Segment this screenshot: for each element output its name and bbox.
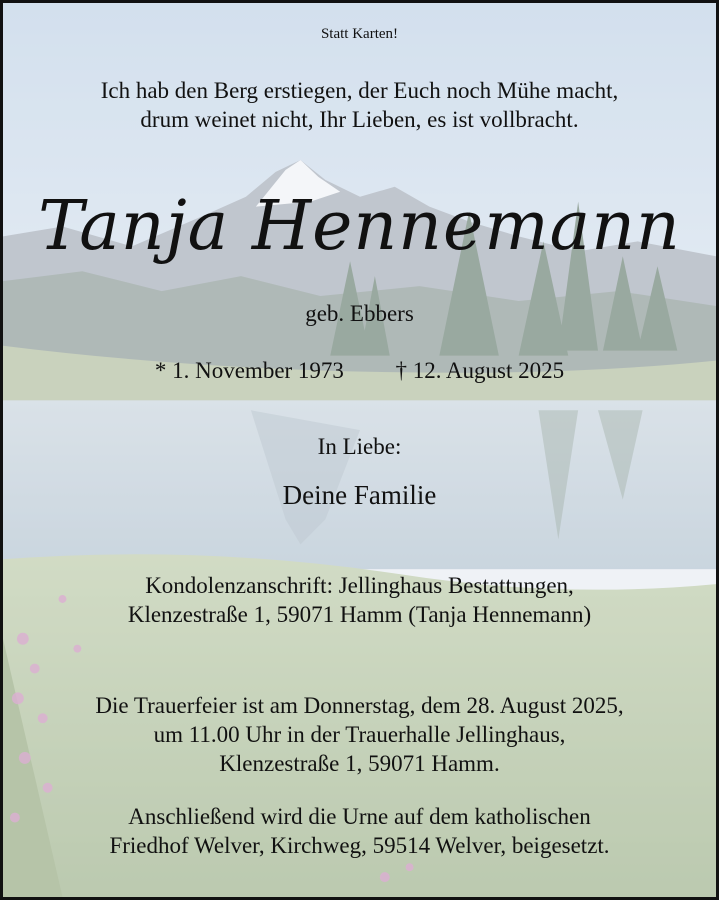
death-date: † 12. August 2025 bbox=[395, 358, 565, 383]
life-dates bbox=[3, 357, 716, 386]
funeral-line: um 11.00 Uhr in der Trauerhalle Jellinghaus, bbox=[153, 721, 566, 747]
burial-info bbox=[3, 803, 716, 861]
family-signature: Deine Familie bbox=[282, 480, 437, 510]
condolence-line: Kondolenzanschrift: Jellinghaus Bestattungen, bbox=[145, 573, 574, 598]
poem bbox=[3, 77, 716, 135]
burial-line: Anschließend wird die Urne auf dem katholischen bbox=[128, 804, 591, 829]
poem-line: drum weinet nicht, Ihr Lieben, es ist vollbracht. bbox=[140, 106, 579, 132]
condolence-line: Klenzestraße 1, 59071 Hamm (Tanja Hennemann) bbox=[127, 601, 592, 627]
header-note: Statt Karten! bbox=[320, 26, 399, 42]
funeral-line: Klenzestraße 1, 59071 Hamm. bbox=[219, 750, 500, 776]
deceased-name: Tanja Hennemann bbox=[38, 187, 681, 266]
maiden-name: geb. Ebbers bbox=[305, 301, 414, 326]
funeral-info bbox=[3, 692, 716, 778]
birth-date: * 1. November 1973 bbox=[154, 358, 344, 383]
condolence-address bbox=[3, 572, 716, 630]
funeral-line: Die Trauerfeier ist am Donnerstag, dem 28. August 2025, bbox=[95, 693, 624, 718]
in-love-label: In Liebe: bbox=[317, 434, 402, 459]
burial-line: Friedhof Welver, Kirchweg, 59514 Welver, beigesetzt. bbox=[109, 832, 610, 858]
poem-line: Ich hab den Berg erstiegen, der Euch noch Mühe macht, bbox=[100, 78, 619, 103]
